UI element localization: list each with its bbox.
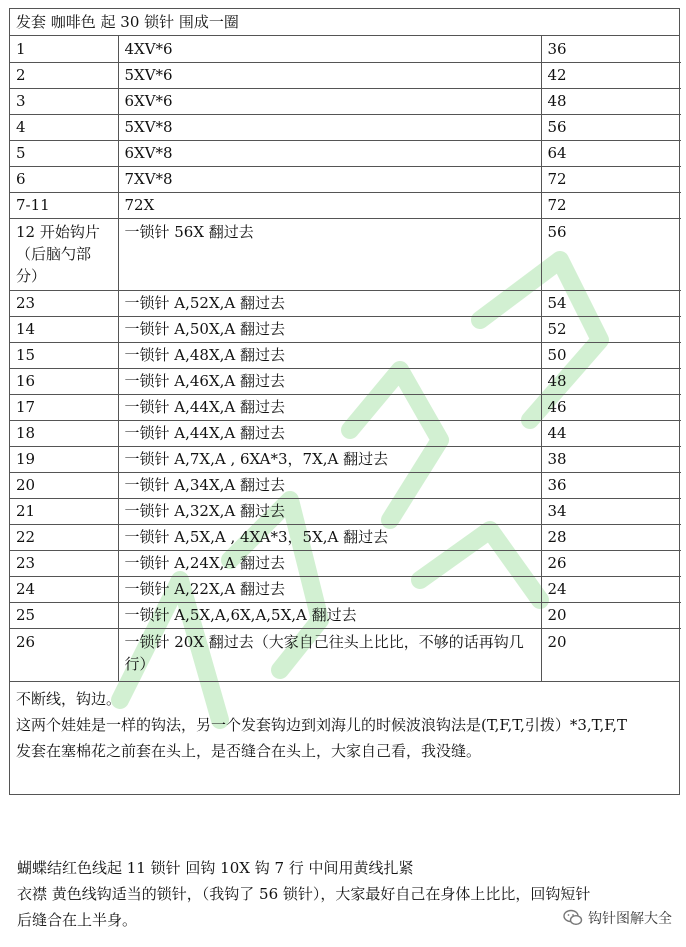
- stitches-cell: 一锁针 A,5X,A,6X,A,5X,A 翻过去: [118, 602, 541, 628]
- stitches-cell: 一锁针 A,46X,A 翻过去: [118, 368, 541, 394]
- stitches-cell: 一锁针 A,24X,A 翻过去: [118, 550, 541, 576]
- stitches-cell: 一锁针 56X 翻过去: [118, 218, 541, 290]
- table-row: [10, 316, 681, 342]
- count-cell: 28: [541, 524, 681, 550]
- table-row: [10, 140, 681, 166]
- count-cell: 24: [541, 576, 681, 602]
- stitches-cell: 一锁针 A,48X,A 翻过去: [118, 342, 541, 368]
- round-cell: 5: [10, 140, 118, 166]
- pattern-title: 发套 咖啡色 起 30 锁针 围成一圈: [10, 9, 679, 36]
- table-row: [10, 550, 681, 576]
- stitches-cell: 7XV*8: [118, 166, 541, 192]
- round-cell: 2: [10, 62, 118, 88]
- note-line: 不断线，钩边。: [16, 690, 122, 708]
- count-cell: 26: [541, 550, 681, 576]
- table-row: [10, 62, 681, 88]
- stitches-cell: 一锁针 A,32X,A 翻过去: [118, 498, 541, 524]
- stitches-cell: 一锁针 A,52X,A 翻过去: [118, 290, 541, 316]
- table-row: [10, 446, 681, 472]
- table-row: [10, 628, 681, 681]
- count-cell: 20: [541, 602, 681, 628]
- round-cell: 23: [10, 290, 118, 316]
- table-row: [10, 498, 681, 524]
- count-cell: 48: [541, 88, 681, 114]
- stitches-cell: 一锁针 A,5X,A , 4XA*3，5X,A 翻过去: [118, 524, 541, 550]
- stitches-cell: 一锁针 A,44X,A 翻过去: [118, 420, 541, 446]
- count-cell: 20: [541, 628, 681, 681]
- round-cell: 16: [10, 368, 118, 394]
- stitches-cell: 一锁针 A,7X,A , 6XA*3，7X,A 翻过去: [118, 446, 541, 472]
- stitches-cell: 一锁针 A,34X,A 翻过去: [118, 472, 541, 498]
- count-cell: 52: [541, 316, 681, 342]
- count-cell: 56: [541, 218, 681, 290]
- table-row: [10, 342, 681, 368]
- round-cell: 15: [10, 342, 118, 368]
- count-cell: 54: [541, 290, 681, 316]
- count-cell: 50: [541, 342, 681, 368]
- round-cell: 3: [10, 88, 118, 114]
- stitches-cell: 一锁针 A,22X,A 翻过去: [118, 576, 541, 602]
- round-cell: 18: [10, 420, 118, 446]
- table-row: [10, 420, 681, 446]
- count-cell: 34: [541, 498, 681, 524]
- round-cell: 22: [10, 524, 118, 550]
- round-cell: 21: [10, 498, 118, 524]
- table-row: [10, 524, 681, 550]
- round-cell: 1: [10, 36, 118, 62]
- table-row: [10, 368, 681, 394]
- stitches-cell: 72X: [118, 192, 541, 218]
- table-row: [10, 114, 681, 140]
- pattern-table: [10, 36, 681, 681]
- table-row: [10, 192, 681, 218]
- count-cell: 38: [541, 446, 681, 472]
- table-row: [10, 88, 681, 114]
- count-cell: 36: [541, 472, 681, 498]
- stitches-cell: 4XV*6: [118, 36, 541, 62]
- table-row: [10, 602, 681, 628]
- stitches-cell: 6XV*8: [118, 140, 541, 166]
- stitches-cell: 一锁针 A,44X,A 翻过去: [118, 394, 541, 420]
- round-cell: 17: [10, 394, 118, 420]
- table-row: [10, 576, 681, 602]
- notes-block: [10, 681, 679, 794]
- count-cell: 72: [541, 166, 681, 192]
- bottom-note-line: 衣襟 黄色线钩适当的锁针，（我钩了 56 锁针），大家最好自己在身体上比比，回钩短针: [17, 885, 591, 903]
- stitches-cell: 一锁针 A,50X,A 翻过去: [118, 316, 541, 342]
- round-cell: 26: [10, 628, 118, 681]
- table-row: [10, 166, 681, 192]
- table-row: [10, 218, 681, 290]
- bottom-note-line: 蝴蝶结红色线起 11 锁针 回钩 10X 钩 7 行 中间用黄线扎紧: [17, 859, 414, 877]
- table-row: [10, 472, 681, 498]
- stitches-cell: 5XV*8: [118, 114, 541, 140]
- round-cell: 14: [10, 316, 118, 342]
- round-cell: 24: [10, 576, 118, 602]
- stitches-cell: 一锁针 20X 翻过去（大家自己往头上比比，不够的话再钩几行）: [118, 628, 541, 681]
- bottom-note-line: 后缝合在上半身。: [17, 911, 138, 929]
- round-cell: 20: [10, 472, 118, 498]
- round-cell: 7-11: [10, 192, 118, 218]
- note-line: 发套在塞棉花之前套在头上，是否缝合在头上，大家自己看，我没缝。: [16, 742, 482, 760]
- count-cell: 46: [541, 394, 681, 420]
- wechat-icon: [563, 909, 583, 927]
- count-cell: 42: [541, 62, 681, 88]
- count-cell: 48: [541, 368, 681, 394]
- note-line: 这两个娃娃是一样的钩法，另一个发套钩边到刘海儿的时候波浪钩法是(T,F,T,引拨）*3,T,F,T: [16, 716, 628, 734]
- pattern-sheet: [9, 8, 680, 795]
- round-cell: 6: [10, 166, 118, 192]
- count-cell: 44: [541, 420, 681, 446]
- badge-label: 钩针图解大全: [588, 911, 672, 927]
- table-row: [10, 36, 681, 62]
- table-row: [10, 290, 681, 316]
- count-cell: 56: [541, 114, 681, 140]
- round-cell: 12 开始钩片（后脑勺部分）: [10, 218, 118, 290]
- count-cell: 72: [541, 192, 681, 218]
- stitches-cell: 5XV*6: [118, 62, 541, 88]
- stitches-cell: 6XV*6: [118, 88, 541, 114]
- count-cell: 36: [547, 39, 567, 58]
- round-cell: 19: [10, 446, 118, 472]
- source-badge: [559, 905, 680, 931]
- round-cell: 23: [10, 550, 118, 576]
- round-cell: 25: [10, 602, 118, 628]
- table-row: [10, 394, 681, 420]
- count-cell: 64: [541, 140, 681, 166]
- round-cell: 4: [10, 114, 118, 140]
